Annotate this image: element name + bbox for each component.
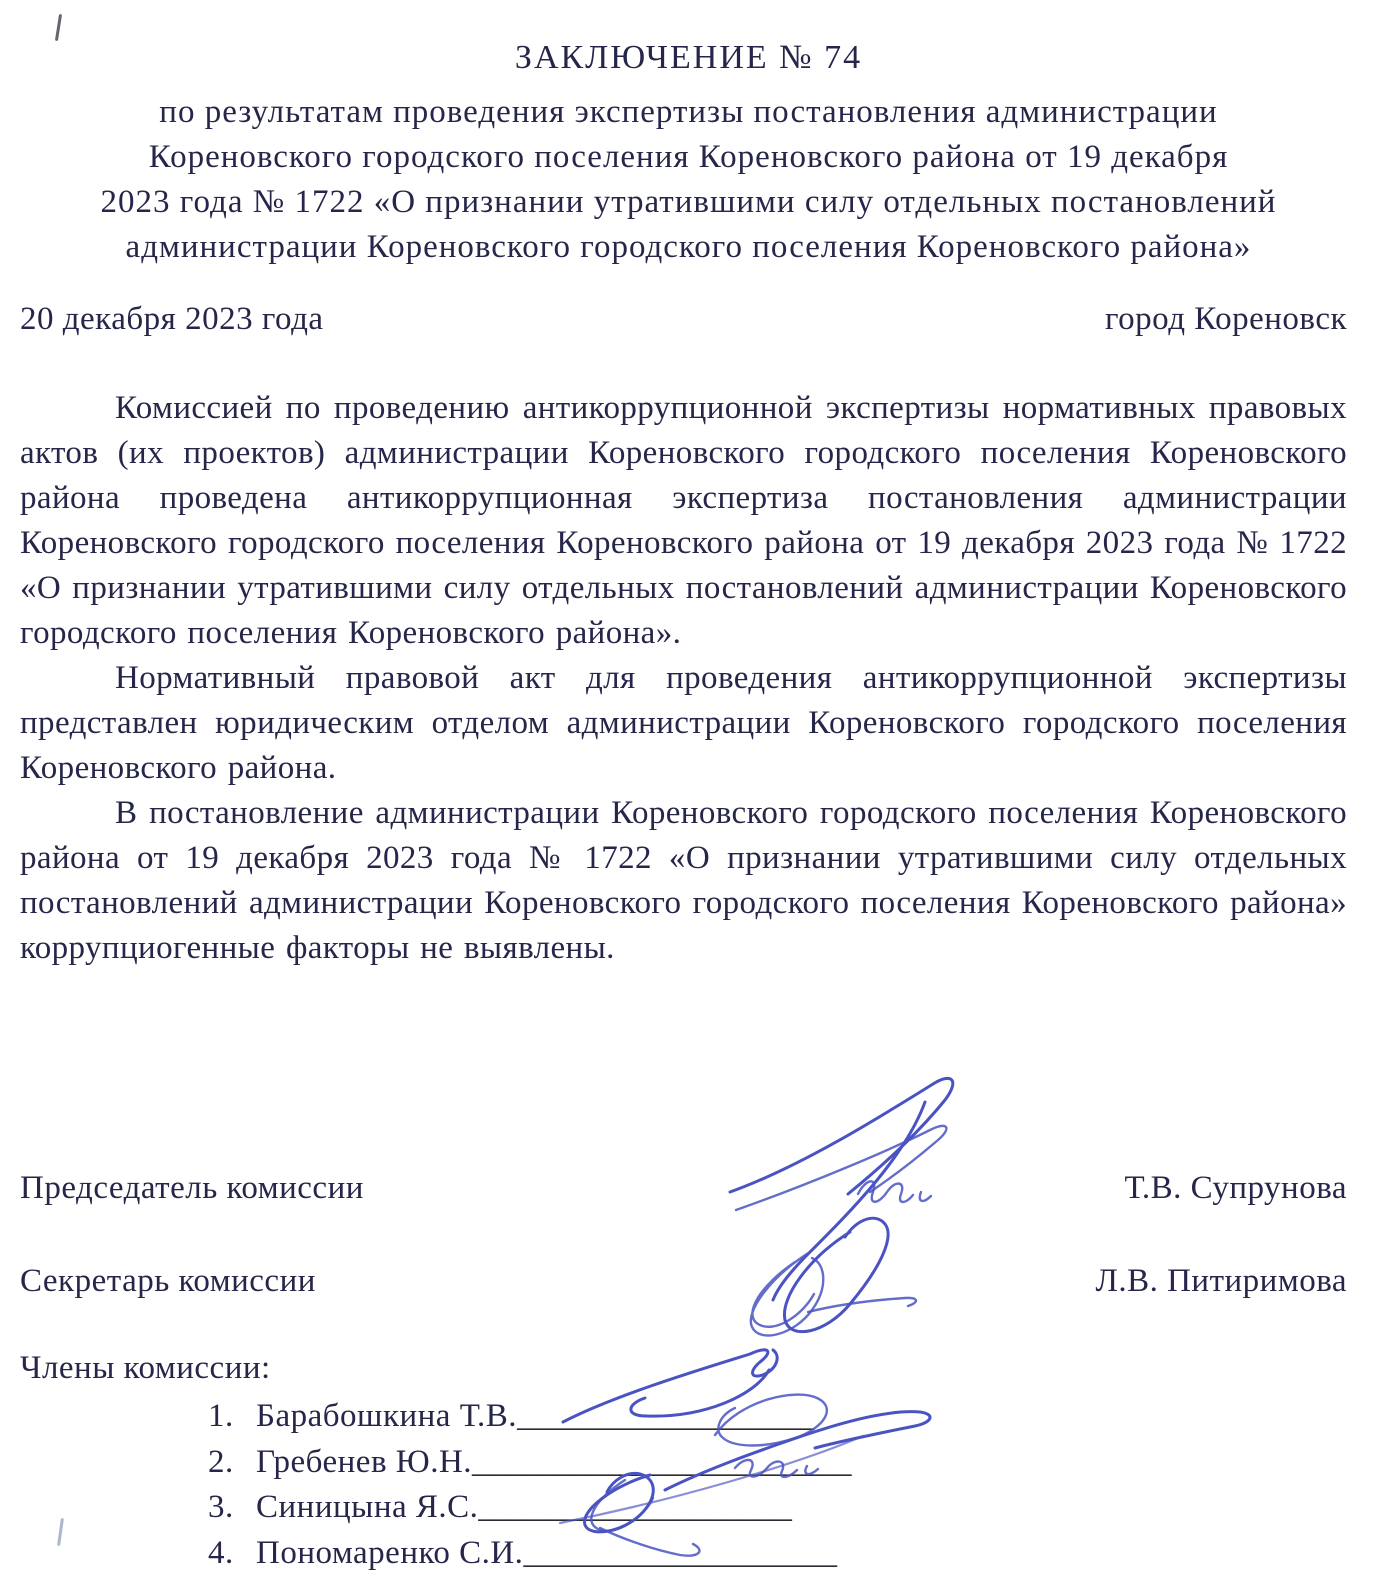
signatory-row-chairman	[20, 1168, 1347, 1208]
document-place: город Кореновск	[1104, 301, 1347, 337]
signatory-role: Председатель комиссии	[20, 1170, 364, 1206]
member-blank-line: __________________	[517, 1398, 815, 1434]
members-list	[208, 1394, 1347, 1576]
member-row	[208, 1394, 1347, 1440]
body-paragraph: Нормативный правовой акт для проведения антикоррупционной экспертизы представлен юридическим отделом администрации Кореновского городского поселения Кореновского района.	[20, 660, 1347, 786]
member-row	[208, 1485, 1347, 1531]
member-number: 3.	[208, 1489, 234, 1525]
signature-ink-chairman-secretary	[690, 1072, 1120, 1362]
body-paragraph: В постановление администрации Кореновского городского поселения Кореновского района от 19 декабря 2023 года № 1722 «О признании утратившими силу отдельных постановлений администрации Кореновского городского поселения Кореновского района» коррупциогенные факторы не выявлены.	[20, 795, 1347, 966]
subtitle-line: 2023 года № 1722 «О признании утратившими силу отдельных постановлений	[100, 184, 1277, 220]
member-name: Синицына Я.С.	[256, 1489, 479, 1525]
signatory-role: Секретарь комиссии	[20, 1263, 316, 1299]
member-blank-line: ___________________	[478, 1489, 792, 1525]
dateline	[20, 301, 1347, 338]
subtitle-line: Кореновского городского поселения Кореновского района от 19 декабря	[148, 139, 1229, 175]
page-title: ЗАКЛЮЧЕНИЕ № 74	[514, 39, 863, 76]
members-block	[20, 1346, 1347, 1576]
subtitle-line: администрации Кореновского городского поселения Кореновского района»	[125, 229, 1252, 265]
member-row	[208, 1531, 1347, 1577]
signatory-row-secretary	[20, 1261, 1347, 1301]
members-heading: Члены комиссии:	[20, 1350, 271, 1386]
document-body	[20, 386, 1347, 971]
member-row	[208, 1440, 1347, 1486]
member-name: Гребенев Ю.Н.	[256, 1443, 473, 1480]
signatory-name: Т.В. Супрунова	[1124, 1170, 1347, 1206]
document-date: 20 декабря 2023 года	[20, 301, 324, 337]
member-name: Барабошкина Т.В.	[256, 1398, 518, 1434]
signatory-name: Л.В. Питиримова	[1095, 1263, 1347, 1299]
member-number: 2.	[208, 1443, 234, 1480]
member-blank-line: ___________________	[523, 1534, 837, 1571]
member-blank-line: _______________________	[472, 1443, 852, 1480]
member-name: Пономаренко С.И.	[256, 1534, 524, 1571]
body-paragraph: Комиссией по проведению антикоррупционной экспертизы нормативных правовых актов (их проектов) администрации Кореновского городского поселения Кореновского района проведена антикоррупционная экспертиза постановления администрации Кореновского городского поселения Кореновского района от 19 декабря 2023 года № 1722 «О признании утратившими силу отдельных постановлений администрации Кореновского городского поселения Кореновского района».	[20, 390, 1347, 651]
member-number: 1.	[208, 1398, 234, 1434]
member-number: 4.	[208, 1534, 234, 1571]
subtitle-line: по результатам проведения экспертизы постановления администрации	[159, 94, 1218, 130]
document-header	[0, 34, 1377, 270]
